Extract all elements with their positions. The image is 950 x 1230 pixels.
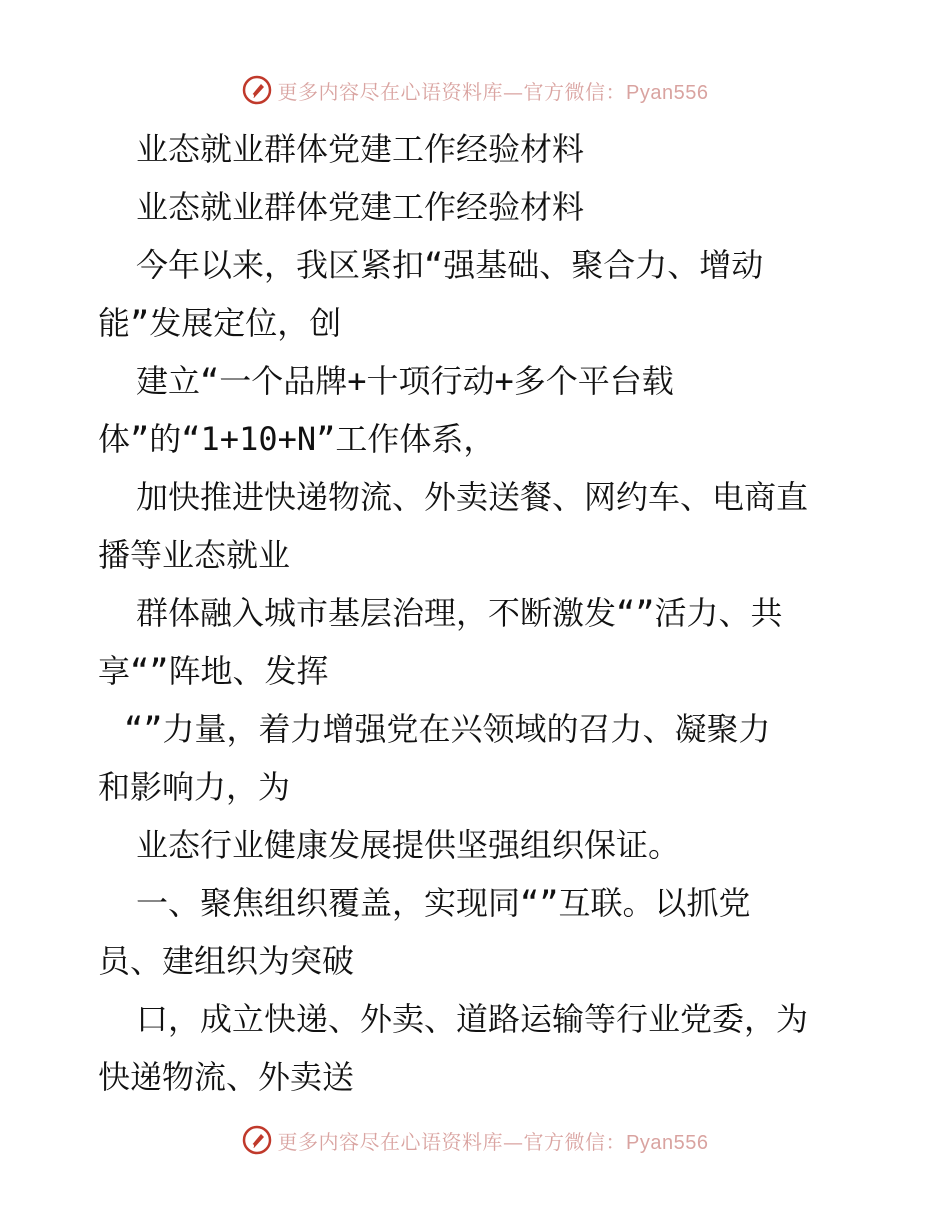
pen-nib-logo-icon: [242, 1125, 272, 1155]
watermark-text: 更多内容尽在心语资料库—官方微信：: [277, 1129, 627, 1154]
text-line: 快递物流、外卖送: [98, 1058, 355, 1096]
text-line: 体”的“1+10+N”工作体系，: [98, 420, 496, 458]
text-line: 一、聚焦组织覆盖，实现同“”互联。以抓党: [136, 884, 751, 922]
pen-nib-logo-icon: [242, 75, 272, 105]
header-watermark: [0, 70, 950, 110]
text-line: 建立“一个品牌+十项行动+多个平台载: [136, 362, 674, 400]
footer-watermark: [0, 1120, 950, 1160]
text-line: 业态就业群体党建工作经验材料: [136, 188, 585, 226]
watermark-text: 更多内容尽在心语资料库—官方微信：: [277, 79, 627, 104]
text-line: 享“”阵地、发挥: [98, 652, 329, 690]
text-line: 能”发展定位，创: [98, 304, 342, 342]
text-line: 业态行业健康发展提供坚强组织保证。: [136, 826, 681, 864]
text-line: 群体融入城市基层治理，不断激发“”活力、共: [136, 594, 783, 632]
text-line: 播等业态就业: [98, 536, 291, 574]
text-line: 业态就业群体党建工作经验材料: [136, 130, 585, 168]
text-line: 和影响力，为: [98, 768, 291, 806]
watermark-wechat-id: Pyan556: [626, 1131, 709, 1154]
text-line: 员、建组织为突破: [98, 942, 355, 980]
text-line: 加快推进快递物流、外卖送餐、网约车、电商直: [136, 478, 809, 516]
watermark-wechat-id: Pyan556: [626, 81, 709, 104]
document-body: [98, 120, 868, 1106]
text-line: 今年以来，我区紧扣“强基础、聚合力、增动: [136, 246, 764, 284]
text-line: “”力量，着力增强党在兴领域的召力、凝聚力: [124, 710, 771, 748]
text-line: 口，成立快递、外卖、道路运输等行业党委，为: [136, 1000, 809, 1038]
